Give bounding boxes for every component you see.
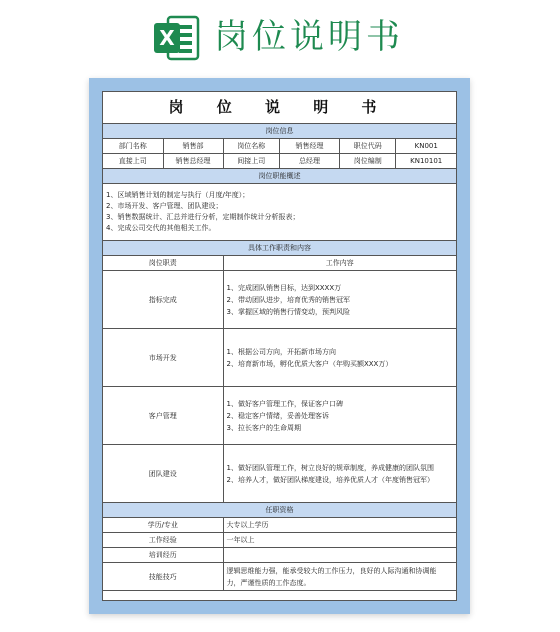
info-section-header: 岗位信息 (103, 124, 456, 139)
qual-label: 工作经验 (103, 533, 223, 548)
header-title: 岗位说明书 (214, 17, 404, 57)
overview-line: 3、销售数据统计、汇总并进行分析，定期制作统计分析报表； (106, 213, 300, 221)
duties-table (103, 241, 456, 503)
duty-name: 客户管理 (103, 387, 223, 445)
info-cell: 职位代码 (339, 139, 395, 154)
info-cell: KN001 (396, 139, 456, 154)
duty-name: 团队建设 (103, 445, 223, 503)
qual-value (223, 533, 456, 548)
qual-section-header: 任职资格 (103, 503, 456, 518)
duty-content (223, 271, 456, 329)
qualifications-table (103, 503, 456, 591)
duties-section-header: 具体工作职责和内容 (103, 241, 456, 256)
duty-name: 指标完成 (103, 271, 223, 329)
qual-line: 逻辑思维能力强，能承受较大的工作压力，良好的人际沟通和协调能 (226, 566, 437, 575)
duty-line: 1、做好团队管理工作，树立良好的规章制度，养成健康的团队氛围 (226, 463, 434, 472)
qual-value (223, 563, 456, 591)
qual-line: 大专以上学历 (226, 521, 269, 529)
info-row (103, 139, 456, 154)
info-cell: 销售部 (163, 139, 223, 154)
overview-line: 1、区域销售计划的制定与执行（月度/年度）； (106, 191, 250, 199)
duty-line: 2、培育新市场，孵化优质大客户（年购买额XXX万） (226, 359, 393, 368)
qual-row (103, 518, 456, 533)
overview-text (103, 184, 456, 241)
duty-line: 1、完成团队销售目标，达到XXXX万 (226, 283, 342, 292)
info-cell: 总经理 (279, 154, 339, 169)
info-cell: 部门名称 (103, 139, 163, 154)
duty-line: 1、根据公司方向，开拓新市场方向 (226, 347, 336, 356)
qual-label: 技能技巧 (103, 563, 223, 591)
qual-label: 学历/专业 (103, 518, 223, 533)
duty-line: 2、培养人才，做好团队梯度建设，培养优质人才（年度销售冠军） (226, 475, 434, 484)
info-cell: 岗位编制 (339, 154, 395, 169)
excel-logo-icon (152, 13, 200, 63)
info-cell: KN10101 (396, 154, 456, 169)
info-cell: 销售经理 (279, 139, 339, 154)
document-sheet (102, 91, 457, 601)
duty-line: 3、掌握区域的销售行情变动，预判风险 (226, 307, 350, 316)
duty-content (223, 387, 456, 445)
info-row (103, 154, 456, 169)
qual-line: 力，严谨性质的工作态度。 (226, 578, 311, 587)
qual-row (103, 533, 456, 548)
duty-content (223, 445, 456, 503)
info-cell: 岗位名称 (223, 139, 279, 154)
duty-line: 2、稳定客户情绪，妥善处理客诉 (226, 411, 329, 420)
info-table (103, 124, 456, 241)
duties-col-header: 工作内容 (223, 256, 456, 271)
qual-row (103, 548, 456, 563)
duty-content (223, 329, 456, 387)
document-title: 岗 位 说 明 书 (103, 92, 456, 124)
document-frame (89, 78, 470, 614)
qual-line: 一年以上 (226, 536, 255, 544)
overview-line: 2、市场开发、客户管理、团队建设； (106, 202, 223, 210)
overview-section-header: 岗位职能概述 (103, 169, 456, 184)
duty-row (103, 445, 456, 503)
overview-line: 4、完成公司交代的其他相关工作。 (106, 224, 216, 232)
duty-row (103, 271, 456, 329)
qual-value (223, 548, 456, 563)
duty-line: 3、拉长客户的生命周期 (226, 423, 301, 432)
duty-line: 2、带动团队进步，培育优秀的销售冠军 (226, 295, 350, 304)
duty-name: 市场开发 (103, 329, 223, 387)
qual-value (223, 518, 456, 533)
logo-letter: X (159, 26, 175, 50)
info-cell: 直接上司 (103, 154, 163, 169)
duty-line: 1、做好客户管理工作，保证客户口碑 (226, 399, 343, 408)
qual-row (103, 563, 456, 591)
info-cell: 间接上司 (223, 154, 279, 169)
duty-row (103, 387, 456, 445)
duties-col-header: 岗位职责 (103, 256, 223, 271)
info-cell: 销售总经理 (163, 154, 223, 169)
duty-row (103, 329, 456, 387)
page-header (0, 0, 560, 76)
qual-label: 培训经历 (103, 548, 223, 563)
